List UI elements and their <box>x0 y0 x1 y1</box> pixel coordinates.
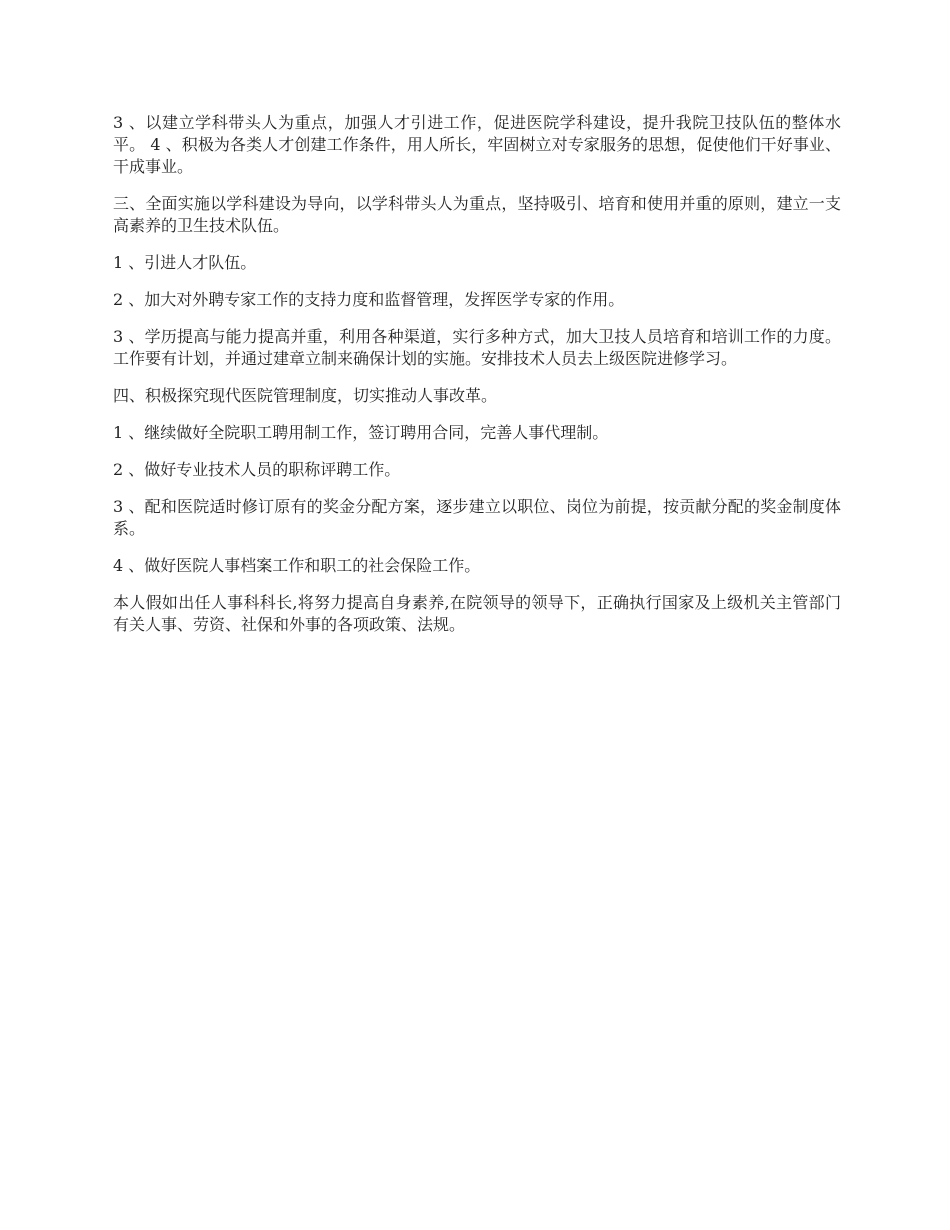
paragraph-9: 3 、配和医院适时修订原有的奖金分配方案，逐步建立以职位、岗位为前提，按贡献分配的奖金制度体系。 <box>113 497 841 538</box>
paragraph-5: 3 、学历提高与能力提高并重，利用各种渠道，实行多种方式，加大卫技人员培育和培训工作的力度。工作要有计划，并通过建章立制来确保计划的实施。安排技术人员去上级医院进修学习。 <box>113 327 841 368</box>
paragraph-11: 本人假如出任人事科科长,将努力提高自身素养,在院领导的领导下，正确执行国家及上级机关主管部门有关人事、劳资、社保和外事的各项政策、法规。 <box>113 593 841 634</box>
paragraph-1: 3 、以建立学科带头人为重点，加强人才引进工作，促进医院学科建设，提升我院卫技队伍的整体水平。 4 、积极为各类人才创建工作条件，用人所长，牢固树立对专家服务的思想，促使他们干好事业、干成事业。 <box>113 113 841 176</box>
paragraph-6: 四、积极探究现代医院管理制度，切实推动人事改革。 <box>113 386 498 405</box>
paragraph-10: 4 、做好医院人事档案工作和职工的社会保险工作。 <box>113 556 481 575</box>
paragraph-3: 1 、引进人才队伍。 <box>113 253 257 272</box>
paragraph-4: 2 、加大对外聘专家工作的支持力度和监督管理，发挥医学专家的作用。 <box>113 290 625 309</box>
paragraph-8: 2 、做好专业技术人员的职称评聘工作。 <box>113 460 401 479</box>
paragraph-7: 1 、继续做好全院职工聘用制工作，签订聘用合同，完善人事代理制。 <box>113 423 609 442</box>
document-body <box>113 112 841 651</box>
paragraph-2: 三、全面实施以学科建设为导向，以学科带头人为重点，坚持吸引、培育和使用并重的原则，建立一支高素养的卫生技术队伍。 <box>113 194 841 235</box>
